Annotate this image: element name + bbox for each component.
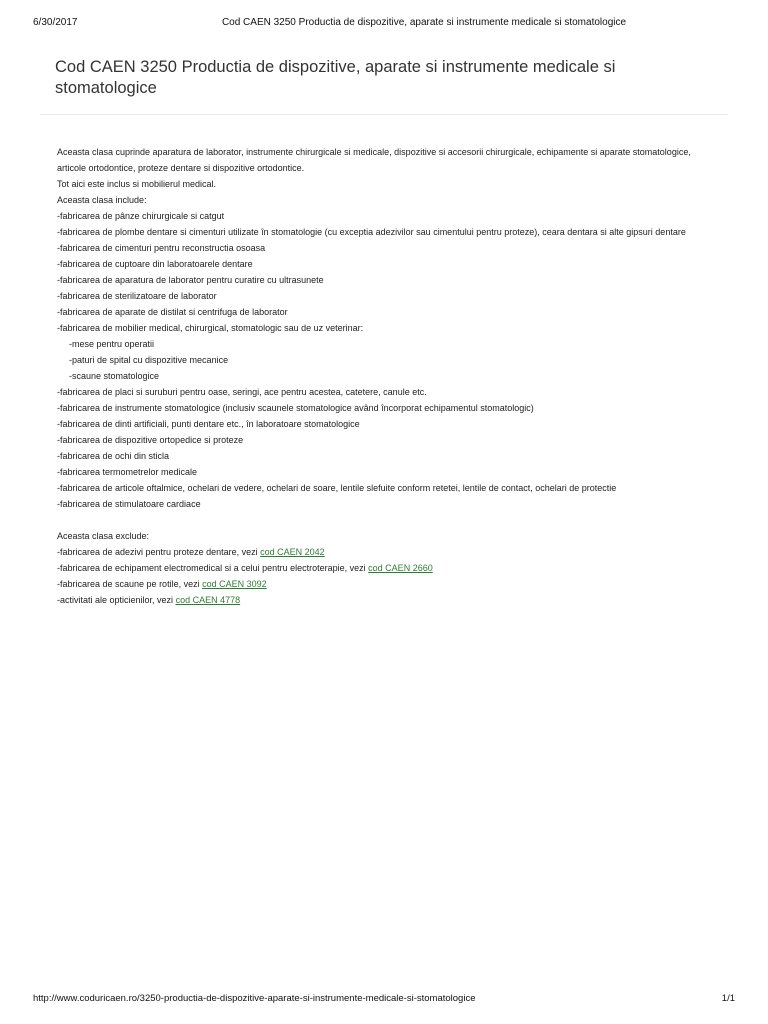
caen-2660-link[interactable]: cod CAEN 2660: [368, 563, 433, 573]
print-header-title: Cod CAEN 3250 Productia de dispozitive, aparate si instrumente medicale si stomatologice: [221, 17, 627, 28]
includes-item: -fabricarea de aparatura de laborator pentru curatire cu ultrasunete: [57, 275, 324, 285]
page-count: 1/1: [721, 993, 735, 1004]
includes-item: -fabricarea de dinti artificiali, punti dentare etc., în laboratoare stomatologice: [57, 419, 360, 429]
caen-4778-link[interactable]: cod CAEN 4778: [175, 595, 241, 605]
includes-item: -fabricarea de dispozitive ortopedice si proteze: [57, 435, 244, 445]
page-title: Cod CAEN 3250 Productia de dispozitive, aparate si instrumente medicale si stomatologice: [55, 58, 616, 97]
excludes-item-text: -fabricarea de adezivi pentru proteze dentare, vezi: [57, 547, 261, 557]
section-spacer: [57, 512, 717, 528]
includes-item: -fabricarea de plombe dentare si cimenturi utilizate în stomatologie (cu exceptia adezivilor sau cimentului pentru proteze), ceara dentara si alte gipsuri dentare: [57, 227, 686, 237]
includes-item: -fabricarea de aparate de distilat si centrifuga de laborator: [57, 307, 288, 317]
excludes-item: [57, 544, 717, 560]
print-date: 6/30/2017: [33, 17, 78, 28]
furniture-subitem: -mese pentru operatii: [69, 339, 155, 349]
excludes-item: [57, 560, 717, 576]
intro-paragraph: Aceasta clasa cuprinde aparatura de laborator, instrumente chirurgicale si medicale, dispozitive si accesorii chirurgicale, echipamente si aparate stomatologice, articole ortodontice, proteze dentare si dispozitive ortodontice.: [57, 147, 691, 173]
excludes-item-text: -activitati ale opticienilor, vezi: [57, 595, 176, 605]
furniture-subitem: -paturi de spital cu dispozitive mecanice: [69, 355, 229, 365]
excludes-item-text: -fabricarea de echipament electromedical si a celui pentru electroterapie, vezi: [57, 563, 369, 573]
includes-item: -fabricarea de cimenturi pentru reconstructia osoasa: [57, 243, 266, 253]
caen-3092-link[interactable]: cod CAEN 3092: [202, 579, 267, 589]
print-footer-url: http://www.coduricaen.ro/3250-productia-de-dispozitive-aparate-si-instrumente-medicale-si-stomatologice: [33, 993, 476, 1004]
excludes-item: [57, 576, 717, 592]
includes-item: -fabricarea de placi si suruburi pentru oase, seringi, ace pentru acestea, catetere, canule etc.: [57, 387, 427, 397]
intro-note: Tot aici este inclus si mobilierul medical.: [57, 179, 217, 189]
includes-item: -fabricarea de stimulatoare cardiace: [57, 499, 201, 509]
includes-item: -fabricarea de instrumente stomatologice (inclusiv scaunele stomatologice având încorporat echipamentul stomatologic): [57, 403, 534, 413]
includes-heading: Aceasta clasa include:: [57, 195, 147, 205]
excludes-item: [57, 592, 717, 608]
includes-item: -fabricarea de pânze chirurgicale si catgut: [57, 211, 225, 221]
includes-item: -fabricarea de articole oftalmice, ochelari de vedere, ochelari de soare, lentile slefuite conform retetei, lentile de contact, ochelari de protectie: [57, 483, 617, 493]
furniture-subitem: -scaune stomatologice: [69, 371, 160, 381]
caen-2042-link[interactable]: cod CAEN 2042: [260, 547, 325, 557]
includes-item: -fabricarea de ochi din sticla: [57, 451, 170, 461]
article-body: [57, 144, 717, 608]
includes-item: -fabricarea de cuptoare din laboratoarele dentare: [57, 259, 253, 269]
print-footer: [33, 993, 735, 1007]
print-header: [33, 17, 735, 31]
excludes-heading: Aceasta clasa exclude:: [57, 531, 150, 541]
includes-item: -fabricarea termometrelor medicale: [57, 467, 198, 477]
title-divider: [40, 114, 728, 115]
includes-item: -fabricarea de mobilier medical, chirurgical, stomatologic sau de uz veterinar:: [57, 323, 364, 333]
excludes-item-text: -fabricarea de scaune pe rotile, vezi: [57, 579, 203, 589]
includes-item: -fabricarea de sterilizatoare de laborator: [57, 291, 217, 301]
